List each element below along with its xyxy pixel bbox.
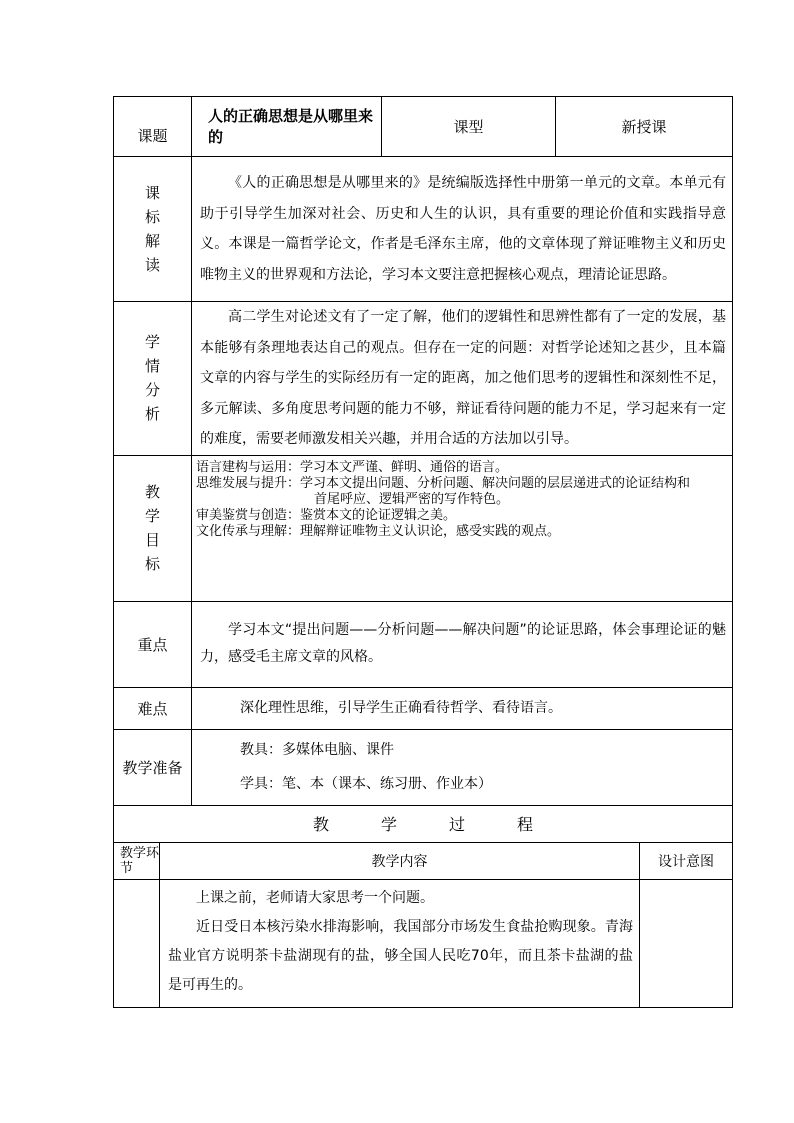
label-char: 目 [144,531,160,549]
col-stage: 教学环节 [114,843,160,880]
content-paragraph: 近日受日本核污染水排海影响，我国部分市场发生食盐抢购现象。青海盐业官方说明茶卡盐湖现有的盐，够全国人民吃70年，而且茶卡盐湖的盐是可再生的。 [168,919,633,993]
process-row [114,880,733,1008]
label-char: 标 [144,555,160,573]
process-title-row [114,805,733,842]
label-char: 学 [144,333,160,352]
col-intent: 设计意图 [640,843,733,880]
label-students [114,302,192,456]
col-content: 教学内容 [160,843,640,880]
difficulties-text: 深化理性思维，引导学生正确看待哲学、看待语言。 [192,687,733,729]
process-title-char: 过 [449,815,466,834]
label-title: 课题 [114,97,192,157]
process-title [114,805,733,842]
process-table [113,842,733,1008]
key-points-text: 学习本文“提出问题——分析问题——解决问题”的论证思路，体会事理论证的魅力，感受毛主席文章的风格。 [192,601,733,687]
label-preparation: 教学准备 [114,729,192,805]
teacher-tools: 教具：多媒体电脑、课件 [240,742,394,758]
lesson-title: 人的正确思想是从哪里来的 [192,97,382,157]
label-curriculum [114,157,192,302]
preparation-cell [192,729,733,805]
goal-item: 思维发展与提升：学习本文提出问题、分析问题、解决问题的层层递进式的论证结构和 [196,475,691,491]
type-value: 新授课 [556,97,733,157]
label-char: 标 [144,208,160,226]
goal-item: 语言建构与运用：学习本文严谨、鲜明、通俗的语言。 [196,459,509,475]
goal-item: 文化传承与理解：理解辩证唯物主义认识论，感受实践的观点。 [196,523,561,539]
goals-list [192,455,733,601]
label-difficulties: 难点 [114,687,192,729]
process-title-char: 学 [380,815,397,834]
students-row [114,302,733,456]
label-char: 解 [144,232,160,250]
curriculum-row [114,157,733,302]
preparation-row [114,729,733,805]
label-char: 析 [144,405,160,424]
label-char: 分 [144,381,160,400]
curriculum-text: 《人的正确思想是从哪里来的》是统编版选择性中册第一单元的文章。本单元有助于引导学生加深对社会、历史和人生的认识，具有重要的理论价值和实践指导意义。本课是一篇哲学论文，作者是毛泽东主席，他的文章体现了辩证唯物主义和历史唯物主义的世界观和方法论，学习本文要注意把握核心观点，理清论证思路。 [192,157,733,302]
key-points-row [114,601,733,687]
label-char: 教 [144,483,160,501]
difficulties-row [114,687,733,729]
goals-row [114,455,733,601]
label-key-points: 重点 [114,601,192,687]
title-row [114,97,733,157]
content-cell [160,880,640,1008]
label-char: 情 [144,357,160,376]
goal-item: 审美鉴赏与创造：鉴赏本文的论证逻辑之美。 [196,507,457,523]
lesson-plan-table [113,96,733,843]
label-goals [114,455,192,601]
process-title-char: 程 [517,815,534,834]
label-char: 学 [144,507,160,525]
label-char: 课 [144,184,160,202]
process-header-row [114,843,733,880]
label-char: 读 [144,256,160,274]
content-paragraph: 上课之前，老师请大家思考一个问题。 [196,890,434,906]
label-type: 课型 [382,97,556,157]
stage-cell [114,880,160,1008]
students-text: 高二学生对论述文有了一定了解，他们的逻辑性和思辨性都有了一定的发展，基本能够有条理地表达自己的观点。但存在一定的问题：对哲学论述知之甚少，且本篇文章的内容与学生的实际经历有一定的距离，加之他们思考的逻辑性和深刻性不足，多元解读、多角度思考问题的能力不够，辩证看待问题的能力不足，学习起来有一定的难度，需要老师激发相关兴趣，并用合适的方法加以引导。 [192,302,733,456]
intent-cell [640,880,733,1008]
student-tools: 学具：笔、本（课本、练习册、作业本） [240,776,492,792]
process-title-char: 教 [312,815,329,834]
goal-item-continued: 首尾呼应、逻辑严密的写作特色。 [314,491,510,507]
